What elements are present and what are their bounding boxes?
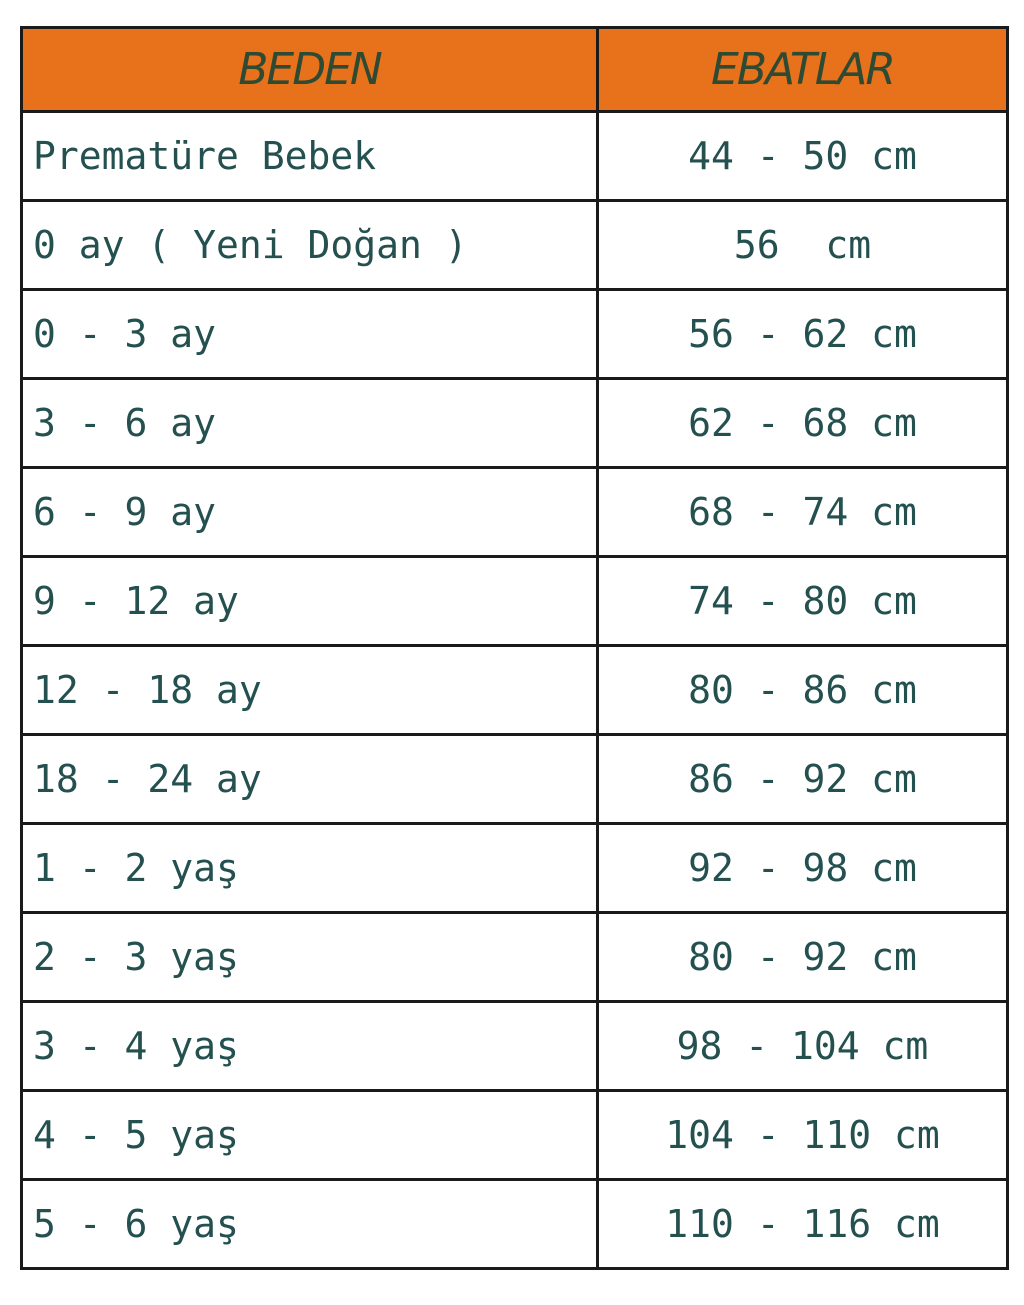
dimension-cell: 98 - 104 cm bbox=[598, 1002, 1008, 1091]
table-row bbox=[22, 1180, 1008, 1269]
table-row bbox=[22, 290, 1008, 379]
table-row bbox=[22, 468, 1008, 557]
table-row bbox=[22, 646, 1008, 735]
size-cell: Prematüre Bebek bbox=[22, 112, 598, 201]
dimension-cell: 86 - 92 cm bbox=[598, 735, 1008, 824]
size-cell: 0 ay ( Yeni Doğan ) bbox=[22, 201, 598, 290]
dimension-cell: 74 - 80 cm bbox=[598, 557, 1008, 646]
table-row bbox=[22, 1091, 1008, 1180]
size-cell: 0 - 3 ay bbox=[22, 290, 598, 379]
dimension-cell: 62 - 68 cm bbox=[598, 379, 1008, 468]
table-row bbox=[22, 112, 1008, 201]
size-cell: 18 - 24 ay bbox=[22, 735, 598, 824]
size-cell: 6 - 9 ay bbox=[22, 468, 598, 557]
dimension-cell: 80 - 86 cm bbox=[598, 646, 1008, 735]
table-row bbox=[22, 379, 1008, 468]
size-chart-table bbox=[20, 26, 1009, 1270]
dimension-cell: 80 - 92 cm bbox=[598, 913, 1008, 1002]
size-cell: 3 - 6 ay bbox=[22, 379, 598, 468]
header-size: BEDEN bbox=[22, 28, 598, 112]
size-cell: 4 - 5 yaş bbox=[22, 1091, 598, 1180]
size-cell: 12 - 18 ay bbox=[22, 646, 598, 735]
table-row bbox=[22, 1002, 1008, 1091]
size-cell: 5 - 6 yaş bbox=[22, 1180, 598, 1269]
table-row bbox=[22, 913, 1008, 1002]
size-cell: 1 - 2 yaş bbox=[22, 824, 598, 913]
size-cell: 9 - 12 ay bbox=[22, 557, 598, 646]
size-cell: 2 - 3 yaş bbox=[22, 913, 598, 1002]
dimension-cell: 44 - 50 cm bbox=[598, 112, 1008, 201]
dimension-cell: 104 - 110 cm bbox=[598, 1091, 1008, 1180]
table-row bbox=[22, 735, 1008, 824]
dimension-cell: 92 - 98 cm bbox=[598, 824, 1008, 913]
header-dimensions: EBATLAR bbox=[598, 28, 1008, 112]
table-row bbox=[22, 201, 1008, 290]
table-row bbox=[22, 557, 1008, 646]
dimension-cell: 56 - 62 cm bbox=[598, 290, 1008, 379]
table-row bbox=[22, 824, 1008, 913]
dimension-cell: 68 - 74 cm bbox=[598, 468, 1008, 557]
size-cell: 3 - 4 yaş bbox=[22, 1002, 598, 1091]
dimension-cell: 110 - 116 cm bbox=[598, 1180, 1008, 1269]
header-row bbox=[22, 28, 1008, 112]
dimension-cell: 56 cm bbox=[598, 201, 1008, 290]
